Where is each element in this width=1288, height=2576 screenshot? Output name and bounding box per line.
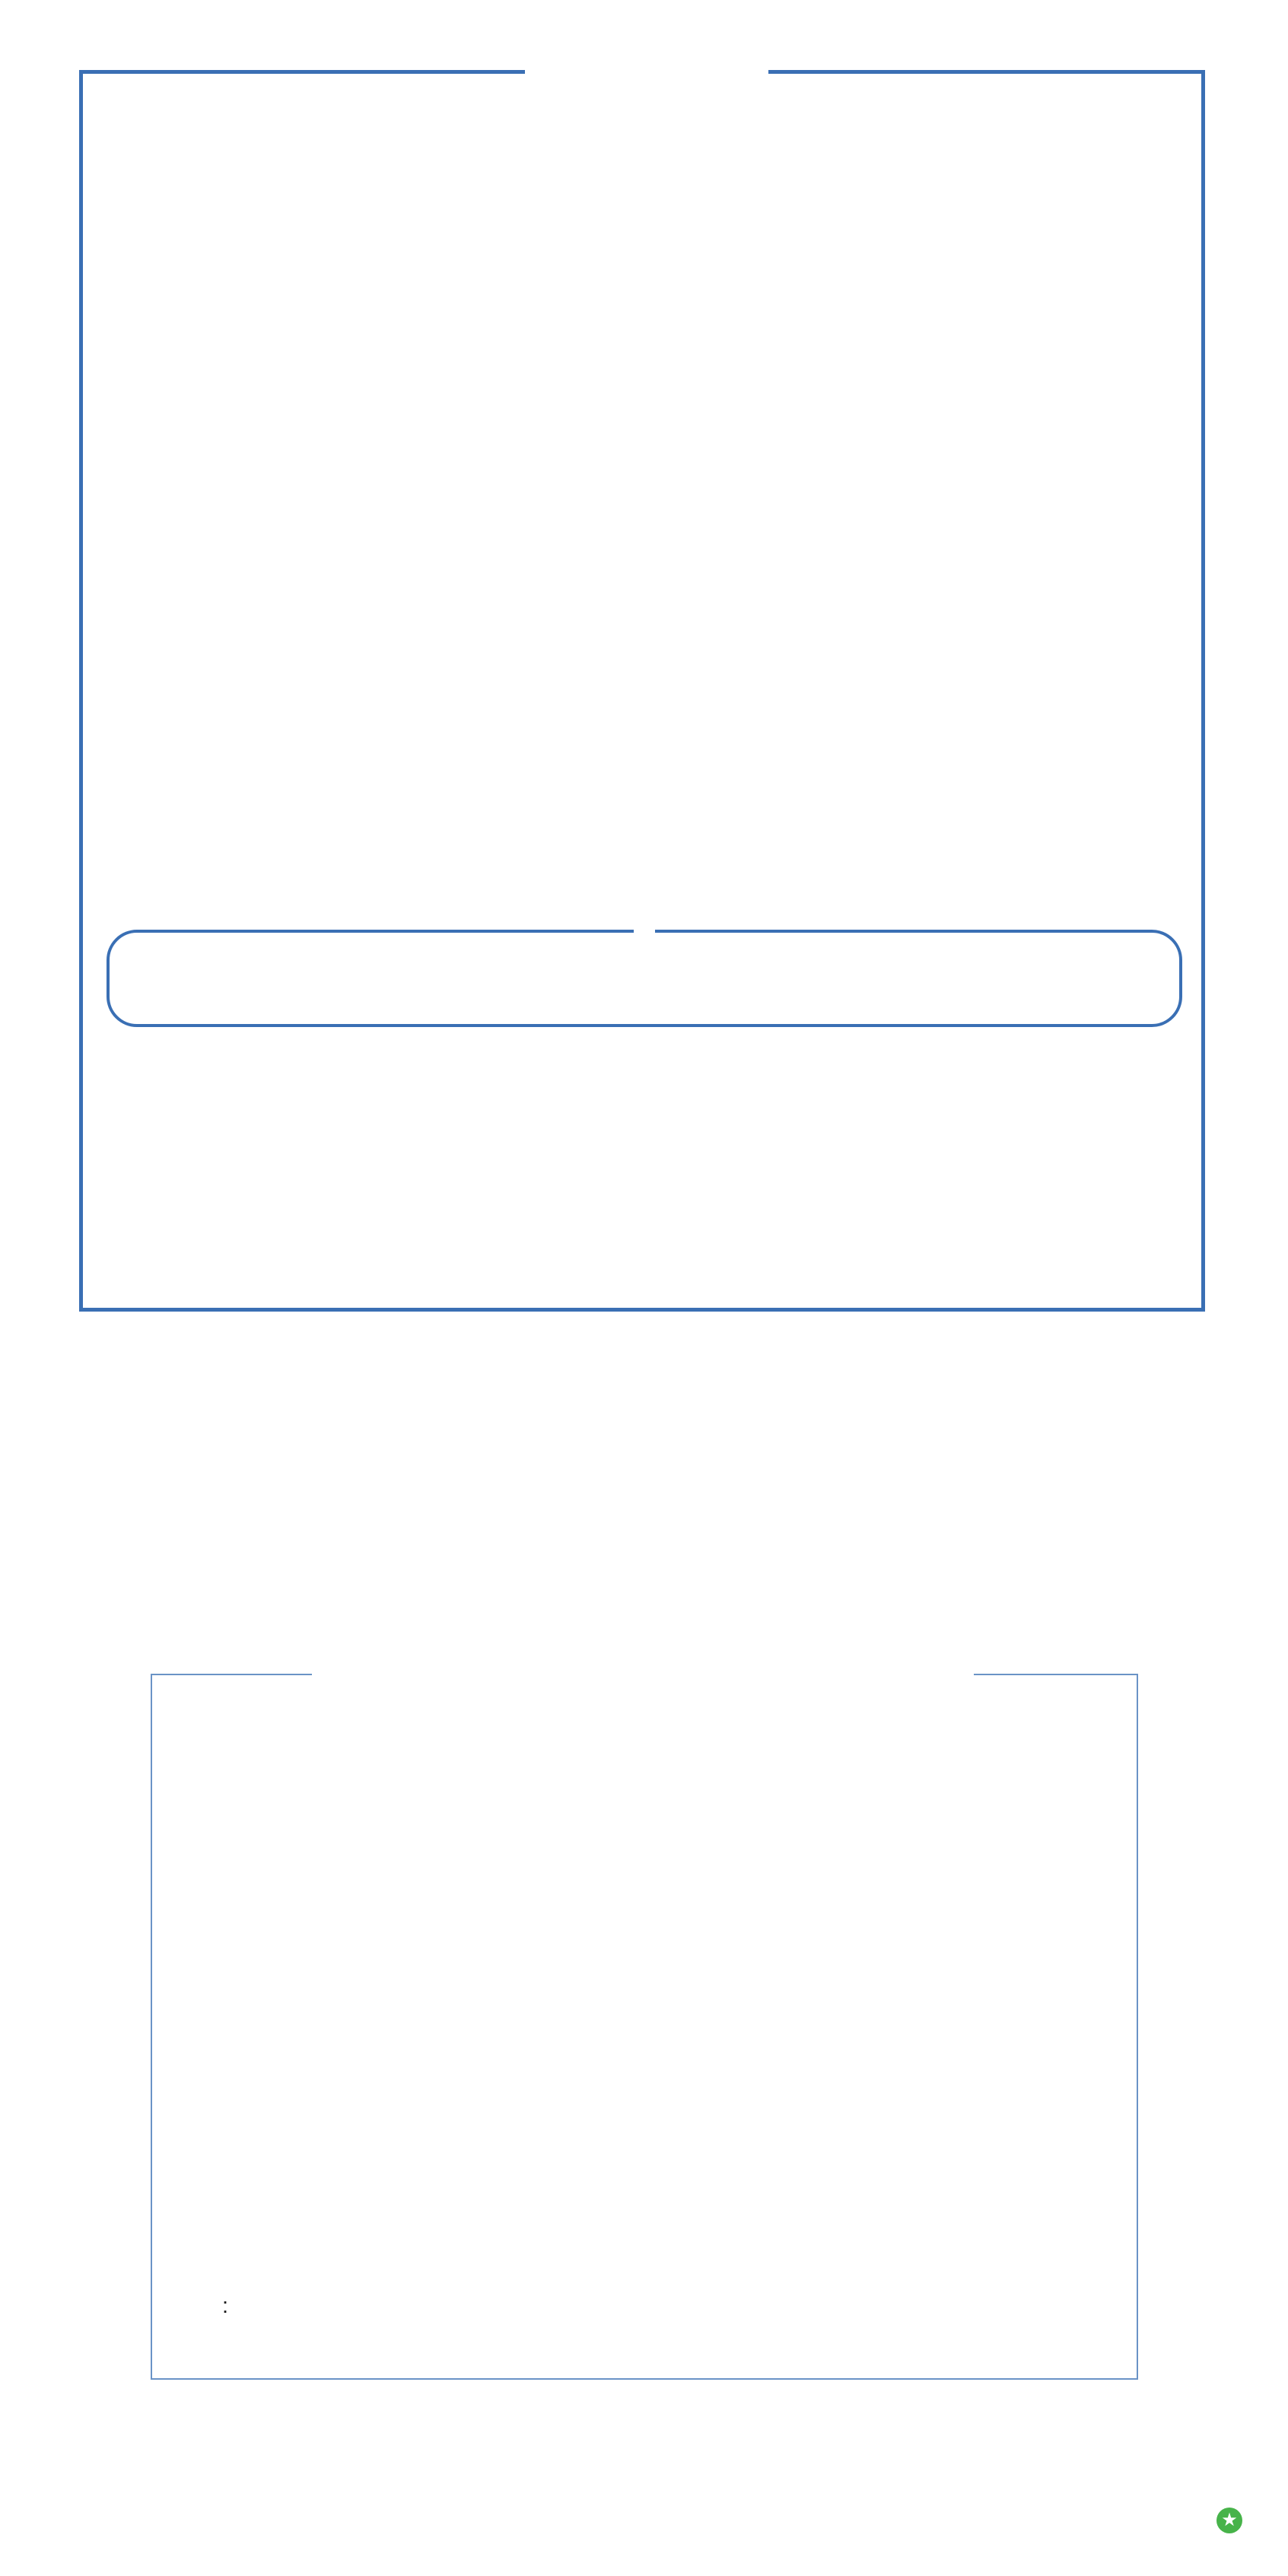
cap-horn-desserts <box>172 2214 1131 2221</box>
dessert-text <box>222 2214 1131 2221</box>
supplement-1 <box>428 2291 1131 2320</box>
supplement-line <box>172 2320 1131 2328</box>
cap-horn-box <box>151 1674 1138 2380</box>
cap-horn-title <box>312 1628 974 1719</box>
supplement-2 <box>428 2320 1131 2328</box>
veggie-star-icon: ★ <box>1216 2508 1242 2533</box>
dessert-line <box>172 2214 1131 2221</box>
signature-rolls-title <box>0 905 1288 953</box>
supplements-label-wrap: : <box>222 2294 229 2318</box>
sushi-menu-box <box>79 70 1205 1312</box>
signature-rolls-title-text <box>634 905 655 953</box>
sushi-title <box>525 29 768 135</box>
cap-horn-supplements <box>172 2291 1131 2328</box>
supplement-line <box>172 2291 1131 2320</box>
veggie-legend <box>1216 2508 1251 2533</box>
